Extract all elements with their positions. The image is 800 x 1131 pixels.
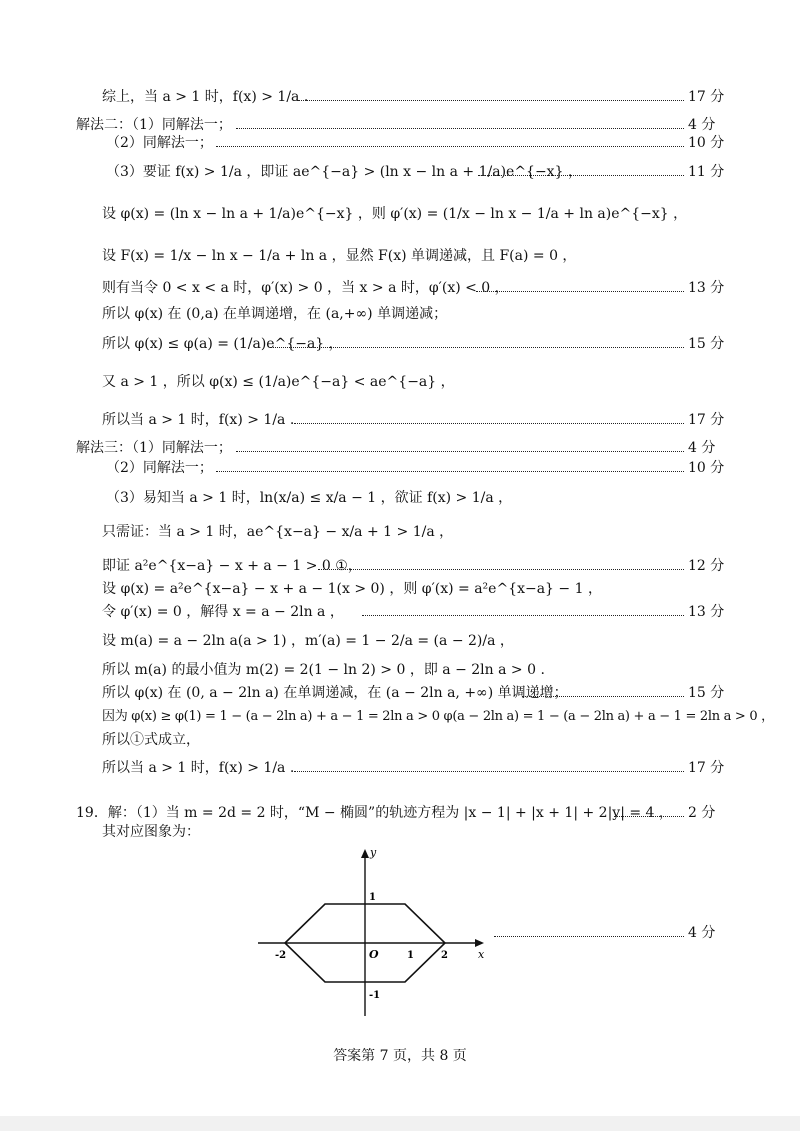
text-line: （2）同解法一； <box>106 135 213 151</box>
dotted-leader <box>522 696 684 697</box>
text-line: 设 m(a) = a − 2ln a(a > 1) ，m′(a) = 1 − 2/a = (a − 2)/a ， <box>102 633 514 649</box>
text-line: 设 φ(x) = (ln x − ln a + 1/a)e^{−x} ，则 φ′(x) = (1/x − ln x − 1/a + ln a)e^{−x} ， <box>102 206 688 222</box>
text-line: 解法二：（1）同解法一； <box>76 117 232 133</box>
y-axis-arrow <box>361 849 369 858</box>
score-label: 10 分 <box>688 135 725 151</box>
score-label: 2 分 <box>688 805 716 821</box>
text-line: 即证 a²e^{x−a} − x + a − 1 > 0 ①， <box>102 558 362 574</box>
x-axis-arrow <box>475 939 484 947</box>
score-label: 17 分 <box>688 760 725 776</box>
page-footer: 答案第 7 页，共 8 页 <box>333 1048 467 1064</box>
score-label: 10 分 <box>688 460 725 476</box>
dotted-leader <box>478 175 684 176</box>
dotted-leader <box>236 451 684 452</box>
text-line: 所以 φ(x) ≤ φ(a) = (1/a)e^{−a} ， <box>102 336 343 352</box>
hexagon-curve <box>285 904 445 982</box>
text-line: 所以 φ(x) 在 (0,a) 在单调递增，在 (a,+∞) 单调递减； <box>102 306 448 322</box>
text-line: 则有当令 0 < x < a 时，φ′(x) > 0 ，当 x > a 时，φ′(x) < 0 ， <box>102 280 509 296</box>
text-line: 又 a > 1 ，所以 φ(x) ≤ (1/a)e^{−a} < ae^{−a} ， <box>102 374 455 390</box>
text-line: 只需证：当 a > 1 时，ae^{x−a} − x/a + 1 > 1/a ， <box>102 524 454 540</box>
dotted-leader <box>614 816 684 817</box>
dotted-leader <box>298 100 684 101</box>
dotted-leader <box>270 347 684 348</box>
score-label: 4 分 <box>688 440 716 456</box>
tick-label: 2 <box>441 950 448 961</box>
text-line: 所以①式成立， <box>102 732 200 748</box>
dotted-leader <box>236 128 684 129</box>
score-label: 17 分 <box>688 412 725 428</box>
dotted-leader <box>476 291 684 292</box>
dotted-leader <box>216 471 684 472</box>
score-label: 13 分 <box>688 604 725 620</box>
origin-label: O <box>369 948 379 961</box>
axis-label-x: x <box>478 948 485 961</box>
score-label: 13 分 <box>688 280 725 296</box>
dotted-leader <box>494 936 684 937</box>
dotted-leader <box>318 569 684 570</box>
text-line: 19．解：（1）当 m = 2d = 2 时，“M − 椭圆”的轨迹方程为 |x − 1| + |x + 1| + 2|y| = 4 ， <box>76 805 673 821</box>
score-label: 12 分 <box>688 558 725 574</box>
score-label: 11 分 <box>688 164 725 180</box>
score-label: 17 分 <box>688 89 725 105</box>
score-label: 15 分 <box>688 685 725 701</box>
text-line: 综上，当 a > 1 时，f(x) > 1/a . <box>102 89 309 105</box>
text-line: 令 φ′(x) = 0 ，解得 x = a − 2ln a ， <box>102 604 344 620</box>
tick-label: -1 <box>369 990 381 1001</box>
dotted-leader <box>216 146 684 147</box>
dotted-leader <box>294 423 684 424</box>
text-line: 设 F(x) = 1/x − ln x − 1/a + ln a ，显然 F(x) 单调递减，且 F(a) = 0 ， <box>102 248 577 264</box>
text-line: 解法三：（1）同解法一； <box>76 440 232 456</box>
dotted-leader <box>362 615 684 616</box>
text-line: 其对应图象为： <box>102 824 200 840</box>
tick-label: 1 <box>369 892 376 903</box>
text-line: （2）同解法一； <box>106 460 213 476</box>
text-line: 所以 φ(x) 在 (0, a − 2ln a) 在单调递减，在 (a − 2ln a, +∞) 单调递增； <box>102 685 568 701</box>
dotted-leader <box>294 771 684 772</box>
text-line: 因为 φ(x) ≥ φ(1) = 1 − (a − 2ln a) + a − 1 = 2ln a > 0 φ(a − 2ln a) = 1 − (a − 2ln a) + a − 1 = 2ln a > 0 ， <box>102 709 774 724</box>
text-line: （3）易知当 a > 1 时，ln(x/a) ≤ x/a − 1 ，欲证 f(x) > 1/a ， <box>106 490 513 506</box>
text-line: 所以 m(a) 的最小值为 m(2) = 2(1 − ln 2) > 0 ，即 a − 2ln a > 0 . <box>102 662 545 678</box>
tick-label: 1 <box>407 950 414 961</box>
axis-label-y: y <box>370 846 377 859</box>
score-label: 15 分 <box>688 336 725 352</box>
text-line: 所以当 a > 1 时，f(x) > 1/a . <box>102 760 295 776</box>
score-label: 4 分 <box>688 925 716 941</box>
score-label: 4 分 <box>688 117 716 133</box>
text-line: （3）要证 f(x) > 1/a ，即证 ae^{−a} > (ln x − ln a + 1/a)e^{−x} ， <box>106 164 582 180</box>
tick-label: -2 <box>275 950 287 961</box>
bottom-strip <box>0 1116 800 1131</box>
text-line: 设 φ(x) = a²e^{x−a} − x + a − 1(x > 0) ，则 φ′(x) = a²e^{x−a} − 1 ， <box>102 581 602 597</box>
text-line: 所以当 a > 1 时，f(x) > 1/a . <box>102 412 295 428</box>
